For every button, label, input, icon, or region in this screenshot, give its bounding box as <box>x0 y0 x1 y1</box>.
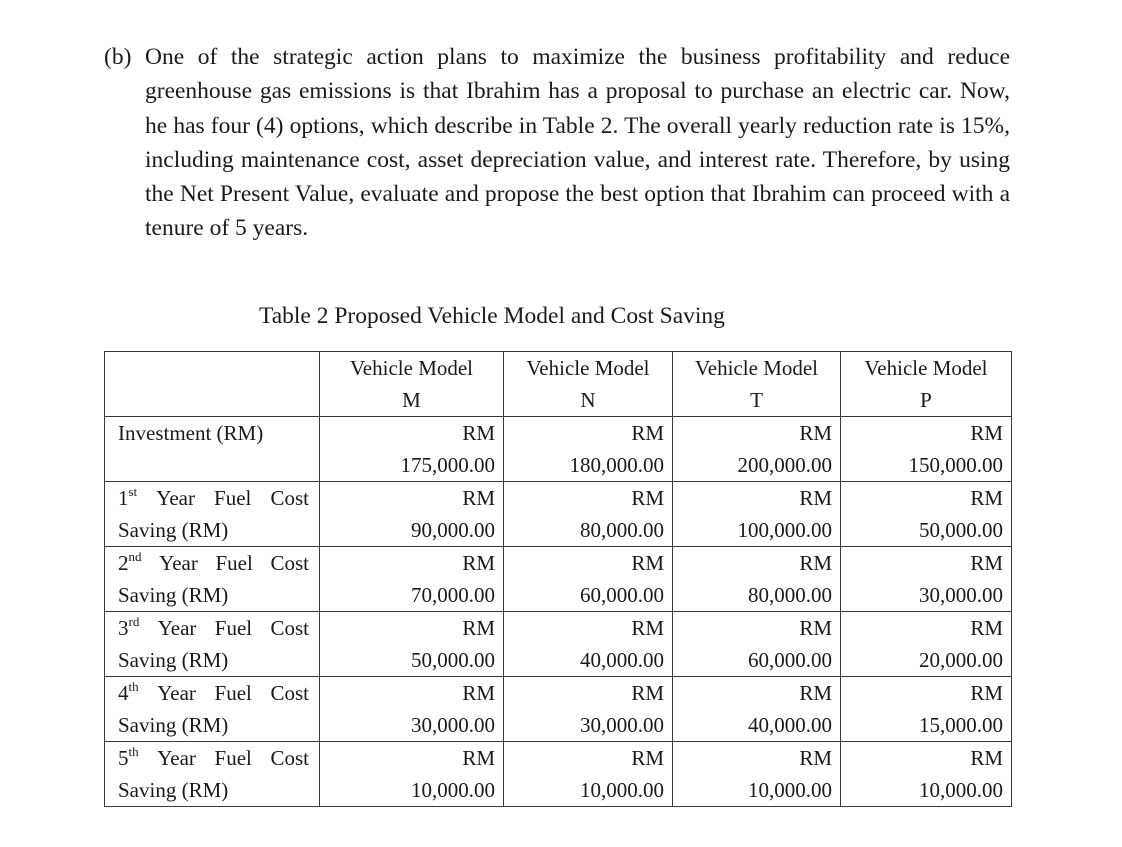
header-line: Vehicle Model <box>349 356 474 380</box>
header-line: Vehicle Model <box>694 356 819 380</box>
header-vehicle-m <box>320 352 504 417</box>
cell-currency: RM <box>462 421 495 445</box>
table-row-year-2 <box>105 547 1012 612</box>
row-label-top <box>118 482 309 514</box>
row-label-word: Fuel <box>214 746 252 770</box>
row-label-word: Year <box>157 616 197 640</box>
ordinal-suffix: nd <box>128 549 142 564</box>
row-label-year-3 <box>105 612 320 677</box>
cell-value <box>673 482 841 547</box>
header-model-letter: N <box>580 388 596 412</box>
row-label-top <box>118 677 309 709</box>
row-label-word: Cost <box>270 681 309 705</box>
row-label-year-2 <box>105 547 320 612</box>
cell-amount: 40,000.00 <box>748 713 832 737</box>
ordinal-number: 5 <box>118 746 129 770</box>
row-label-bottom: Saving (RM) <box>118 648 229 672</box>
row-label-ordinal <box>118 677 139 709</box>
row-label-word: Fuel <box>214 681 252 705</box>
cell-value <box>504 677 673 742</box>
cell-value <box>673 677 841 742</box>
row-label-top <box>118 742 309 774</box>
cell-amount: 10,000.00 <box>748 778 832 802</box>
header-line: Vehicle Model <box>526 356 650 380</box>
row-label-year-1 <box>105 482 320 547</box>
ordinal-suffix: th <box>128 744 139 759</box>
cell-amount: 10,000.00 <box>919 778 1003 802</box>
table-header-row <box>105 352 1012 417</box>
header-model-letter: P <box>920 388 932 412</box>
cell-currency: RM <box>970 616 1003 640</box>
row-label-bottom: Saving (RM) <box>118 778 229 802</box>
cell-value <box>841 547 1012 612</box>
table-row-year-4 <box>105 677 1012 742</box>
row-label-word: Year <box>156 486 195 510</box>
row-label-word: Cost <box>270 616 309 640</box>
cell-currency: RM <box>799 486 832 510</box>
cell-amount: 10,000.00 <box>580 778 664 802</box>
row-label-top <box>118 547 309 579</box>
cell-value <box>841 677 1012 742</box>
row-label-ordinal <box>118 742 139 774</box>
cell-amount: 30,000.00 <box>919 583 1003 607</box>
cell-value <box>673 742 841 807</box>
cell-amount: 20,000.00 <box>919 648 1003 672</box>
row-label-investment <box>105 417 320 482</box>
cell-amount: 70,000.00 <box>411 583 495 607</box>
cell-value <box>841 612 1012 677</box>
cell-value <box>673 417 841 482</box>
row-label-text: Investment (RM) <box>118 421 264 445</box>
cell-currency: RM <box>970 681 1003 705</box>
table-row-year-1 <box>105 482 1012 547</box>
cell-amount: 60,000.00 <box>748 648 832 672</box>
row-label-word: Cost <box>270 746 309 770</box>
row-label-word: Fuel <box>215 551 253 575</box>
question-label: (b) <box>104 44 132 70</box>
cell-amount: 175,000.00 <box>400 453 495 477</box>
cell-currency: RM <box>462 746 495 770</box>
header-line: Vehicle Model <box>864 356 988 380</box>
cell-currency: RM <box>631 486 664 510</box>
cell-currency: RM <box>799 681 832 705</box>
cell-currency: RM <box>631 551 664 575</box>
cell-amount: 10,000.00 <box>411 778 495 802</box>
cell-amount: 80,000.00 <box>748 583 832 607</box>
cell-amount: 80,000.00 <box>580 518 664 542</box>
cell-amount: 50,000.00 <box>411 648 495 672</box>
header-vehicle-p <box>841 352 1012 417</box>
table-row-year-5 <box>105 742 1012 807</box>
cell-value <box>320 547 504 612</box>
cell-currency: RM <box>462 551 495 575</box>
cell-value <box>504 742 673 807</box>
question-text: One of the strategic action plans to maximize the business profitability and reduce greenhouse gas emissions is that Ibrahim has a proposal to purchase an electric car. Now, he has four (4) options, which describe in Table 2. The overall yearly reduction rate is 15%, including maintenance cost, asset depreciation value, and interest rate. Therefore, by using the Net Present Value, evaluate and propose the best option that Ibrahim can proceed with a tenure of 5 years. <box>145 44 1010 242</box>
cell-value <box>504 612 673 677</box>
cell-currency: RM <box>462 616 495 640</box>
row-label-word: Year <box>159 551 198 575</box>
cell-currency: RM <box>799 746 832 770</box>
cell-value <box>504 547 673 612</box>
row-label-word: Cost <box>270 486 309 510</box>
ordinal-number: 3 <box>118 616 129 640</box>
cell-value <box>320 612 504 677</box>
row-label-ordinal <box>118 547 142 579</box>
cell-value <box>504 417 673 482</box>
cell-value <box>320 417 504 482</box>
cell-amount: 180,000.00 <box>569 453 664 477</box>
row-label-word: Year <box>157 681 196 705</box>
row-label-word: Fuel <box>214 486 252 510</box>
row-label-bottom: Saving (RM) <box>118 518 229 542</box>
cell-amount: 100,000.00 <box>737 518 832 542</box>
row-label-year-5 <box>105 742 320 807</box>
cell-currency: RM <box>970 421 1003 445</box>
header-vehicle-t <box>673 352 841 417</box>
cell-currency: RM <box>799 421 832 445</box>
table-caption: Table 2 Proposed Vehicle Model and Cost Saving <box>259 303 725 329</box>
cell-value <box>320 482 504 547</box>
row-label-ordinal <box>118 482 137 514</box>
header-model-letter: T <box>750 388 763 412</box>
cell-currency: RM <box>799 551 832 575</box>
cell-currency: RM <box>462 486 495 510</box>
cell-amount: 60,000.00 <box>580 583 664 607</box>
ordinal-suffix: th <box>128 679 139 694</box>
cell-currency: RM <box>799 616 832 640</box>
table-row-year-3 <box>105 612 1012 677</box>
row-label-bottom: Saving (RM) <box>118 583 229 607</box>
ordinal-suffix: rd <box>128 614 140 629</box>
cell-amount: 15,000.00 <box>919 713 1003 737</box>
cell-currency: RM <box>462 681 495 705</box>
cell-value <box>841 482 1012 547</box>
header-model-letter: M <box>402 388 421 412</box>
cell-currency: RM <box>631 421 664 445</box>
cell-amount: 200,000.00 <box>737 453 832 477</box>
cell-amount: 50,000.00 <box>919 518 1003 542</box>
cell-currency: RM <box>970 746 1003 770</box>
cell-currency: RM <box>631 616 664 640</box>
header-corner-cell <box>105 352 320 417</box>
ordinal-number: 1 <box>118 486 129 510</box>
cell-value <box>320 742 504 807</box>
row-label-bottom: Saving (RM) <box>118 713 229 737</box>
cell-value <box>320 677 504 742</box>
cell-currency: RM <box>970 486 1003 510</box>
cell-amount: 40,000.00 <box>580 648 664 672</box>
header-vehicle-n <box>504 352 673 417</box>
row-label-ordinal <box>118 612 139 644</box>
ordinal-number: 4 <box>118 681 129 705</box>
cell-value <box>841 742 1012 807</box>
row-label-year-4 <box>105 677 320 742</box>
cell-amount: 150,000.00 <box>908 453 1003 477</box>
cell-amount: 90,000.00 <box>411 518 495 542</box>
cell-currency: RM <box>631 681 664 705</box>
cell-amount: 30,000.00 <box>411 713 495 737</box>
cell-currency: RM <box>631 746 664 770</box>
cell-currency: RM <box>970 551 1003 575</box>
vehicle-cost-table <box>104 351 1012 807</box>
question-paragraph <box>104 40 1010 246</box>
cell-value <box>504 482 673 547</box>
cell-value <box>673 612 841 677</box>
cell-value <box>841 417 1012 482</box>
row-label-word: Cost <box>270 551 309 575</box>
cell-amount: 30,000.00 <box>580 713 664 737</box>
cell-value <box>673 547 841 612</box>
row-label-top <box>118 612 309 644</box>
row-label-word: Fuel <box>214 616 253 640</box>
ordinal-suffix: st <box>128 484 138 499</box>
table-row-investment <box>105 417 1012 482</box>
row-label-word: Year <box>157 746 196 770</box>
ordinal-number: 2 <box>118 551 129 575</box>
